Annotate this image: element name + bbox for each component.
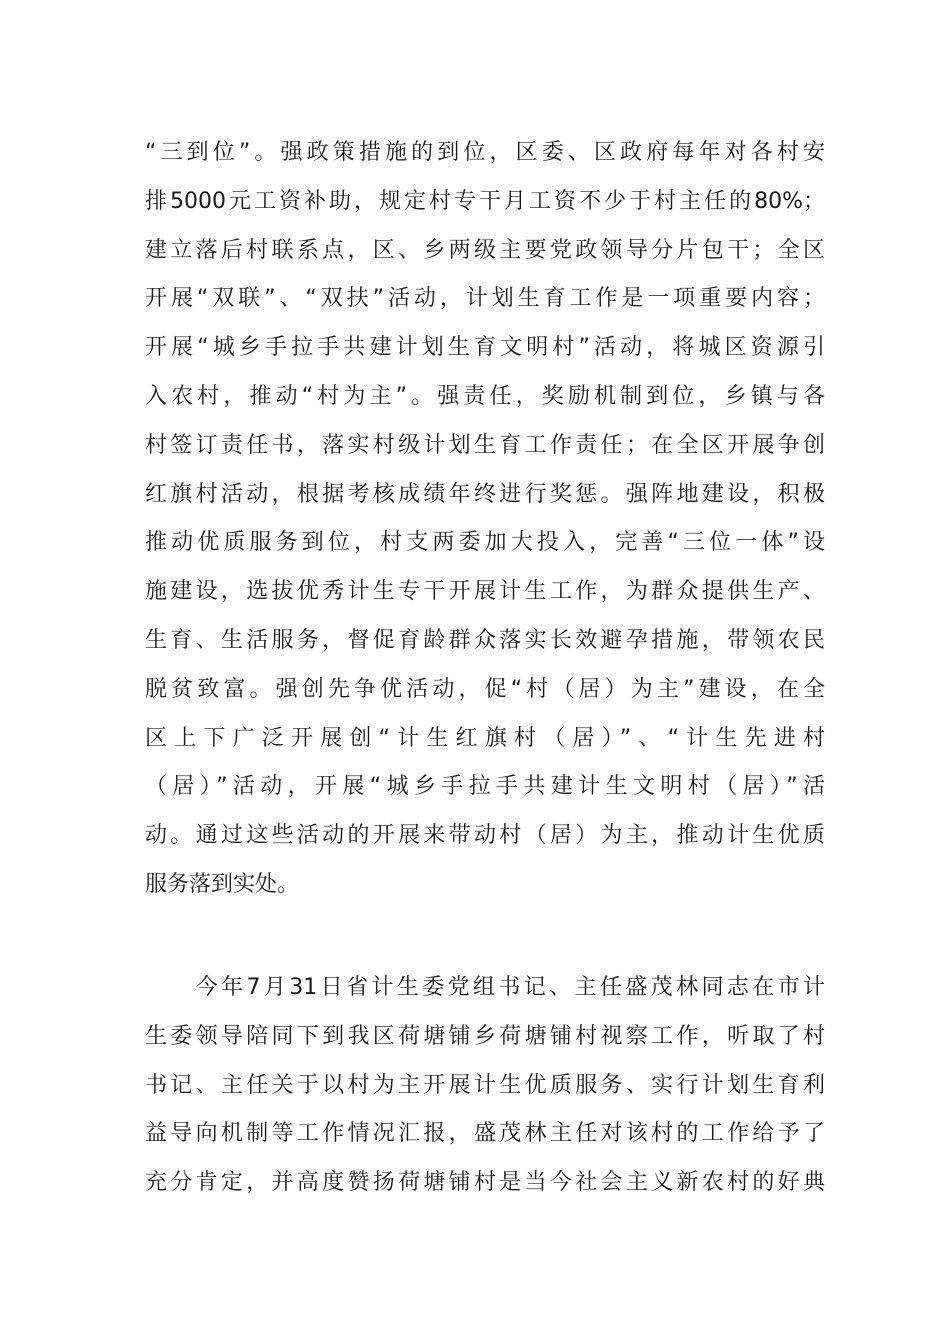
paragraph-line: 生育、生活服务，督促育龄群众落实长效避孕措施，带领农民 (145, 627, 825, 653)
paragraph-line: 建立落后村联系点，区、乡两级主要党政领导分片包干；全区 (145, 237, 825, 263)
paragraph-line: 益导向机制等工作情况汇报，盛茂林主任对该村的工作给予了 (145, 1121, 825, 1147)
paragraph-line: 村签订责任书，落实村级计划生育工作责任；在全区开展争创 (145, 432, 825, 458)
paragraph-line: “三到位”。强政策措施的到位，区委、区政府每年对各村安 (145, 140, 825, 165)
paragraph-line: 服务落到实处。 (145, 871, 300, 897)
paragraph-line: 推动优质服务到位，村支两委加大投入，完善“三位一体”设 (145, 530, 825, 556)
paragraph-line: 施建设，选拔优秀计生专干开展计生工作，为群众提供生产、 (145, 579, 825, 605)
paragraph-line: 开展“双联”、“双扶”活动，计划生育工作是一项重要内容； (145, 286, 825, 312)
paragraph-line: 开展“城乡手拉手共建计划生育文明村”活动，将城区资源引 (145, 335, 825, 361)
paragraph-line: 书记、主任关于以村为主开展计生优质服务、实行计划生育利 (145, 1072, 825, 1098)
paragraph-line: 区上下广泛开展创“计生红旗村（居）”、“计生先进村 (145, 725, 825, 751)
paragraph-1 (145, 129, 825, 910)
paragraph-line: 生委领导陪同下到我区荷塘铺乡荷塘铺村视察工作，听取了村 (145, 1023, 825, 1049)
paragraph-2 (145, 964, 825, 1208)
paragraph-line: 动。通过这些活动的开展来带动村（居）为主，推动计生优质 (145, 823, 825, 849)
paragraph-line: 入农村，推动“村为主”。强责任，奖励机制到位，乡镇与各 (145, 383, 825, 409)
paragraph-line: （居）”活动，开展“城乡手拉手共建计生文明村（居）”活 (145, 774, 825, 800)
paragraph-line: 红旗村活动，根据考核成绩年终进行奖惩。强阵地建设，积极 (145, 481, 825, 507)
paragraph-line: 排5000元工资补助，规定村专干月工资不少于村主任的80%； (145, 188, 825, 214)
paragraph-line: 脱贫致富。强创先争优活动，促“村（居）为主”建设，在全 (145, 676, 825, 702)
paragraph-line: 今年7月31日省计生委党组书记、主任盛茂林同志在市计 (145, 975, 825, 1000)
paragraph-line: 充分肯定，并高度赞扬荷塘铺村是当今社会主义新农村的好典 (145, 1170, 825, 1196)
